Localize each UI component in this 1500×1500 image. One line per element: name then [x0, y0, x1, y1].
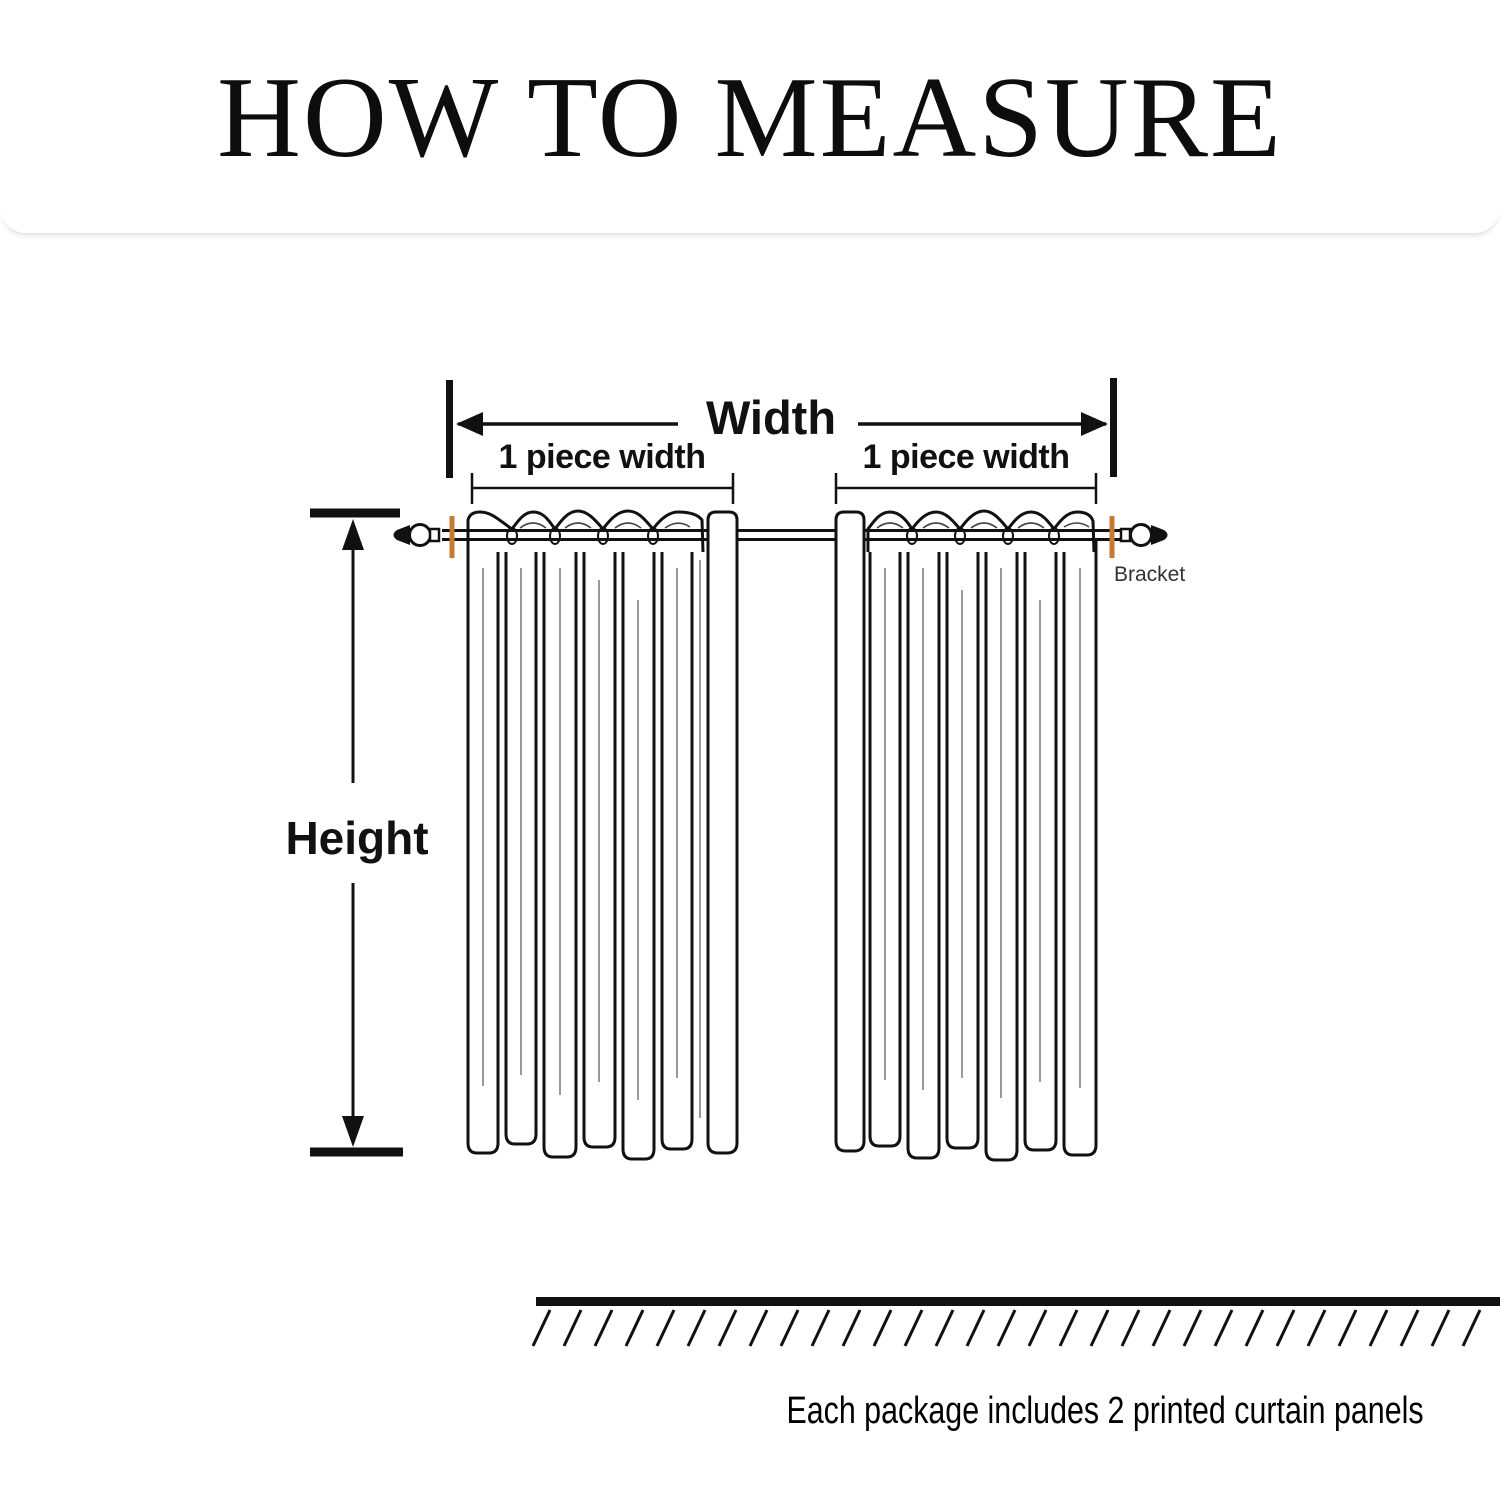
piece-width-right-label: 1 piece width: [862, 438, 1070, 476]
piece-width-left-line: [472, 473, 733, 504]
floor-hatching: [533, 1310, 1480, 1346]
finial-left-tip: [394, 525, 411, 545]
finial-left-collar: [430, 529, 439, 541]
page-title: HOW TO MEASURE: [217, 54, 1283, 182]
rod-finial-left: [394, 525, 440, 546]
right-panel-strips: [870, 541, 1096, 1160]
finial-left-knob: [410, 525, 431, 546]
piece-width-left-label: 1 piece width: [498, 438, 706, 476]
height-label: Height: [285, 812, 429, 864]
package-caption: Each package includes 2 printed curtain panels: [786, 1390, 1424, 1432]
piece-width-measure-right: [836, 473, 1096, 504]
curtain-panel-right: [868, 511, 1096, 1160]
left-panel-front-tab: [708, 512, 737, 1153]
floor-line: [536, 1297, 1500, 1306]
width-arrowhead-right: [1081, 412, 1108, 436]
width-label: Width: [705, 391, 837, 444]
piece-width-right-line: [836, 473, 1096, 504]
finial-right-tip: [1151, 525, 1168, 545]
rod-finial-right: [1121, 525, 1168, 546]
curtain-panel-left: [468, 511, 703, 1159]
floor: [533, 1297, 1500, 1346]
height-arrowhead-up: [342, 519, 364, 550]
width-arrowhead-left: [456, 412, 483, 436]
height-arrowhead-down: [342, 1116, 364, 1147]
finial-right-collar: [1121, 529, 1130, 541]
bracket-label: Bracket: [1114, 563, 1186, 586]
left-panel-strips: [468, 541, 692, 1159]
piece-width-measure-left: [472, 473, 733, 504]
right-panel-front-tab: [836, 512, 864, 1151]
finial-right-knob: [1131, 525, 1152, 546]
